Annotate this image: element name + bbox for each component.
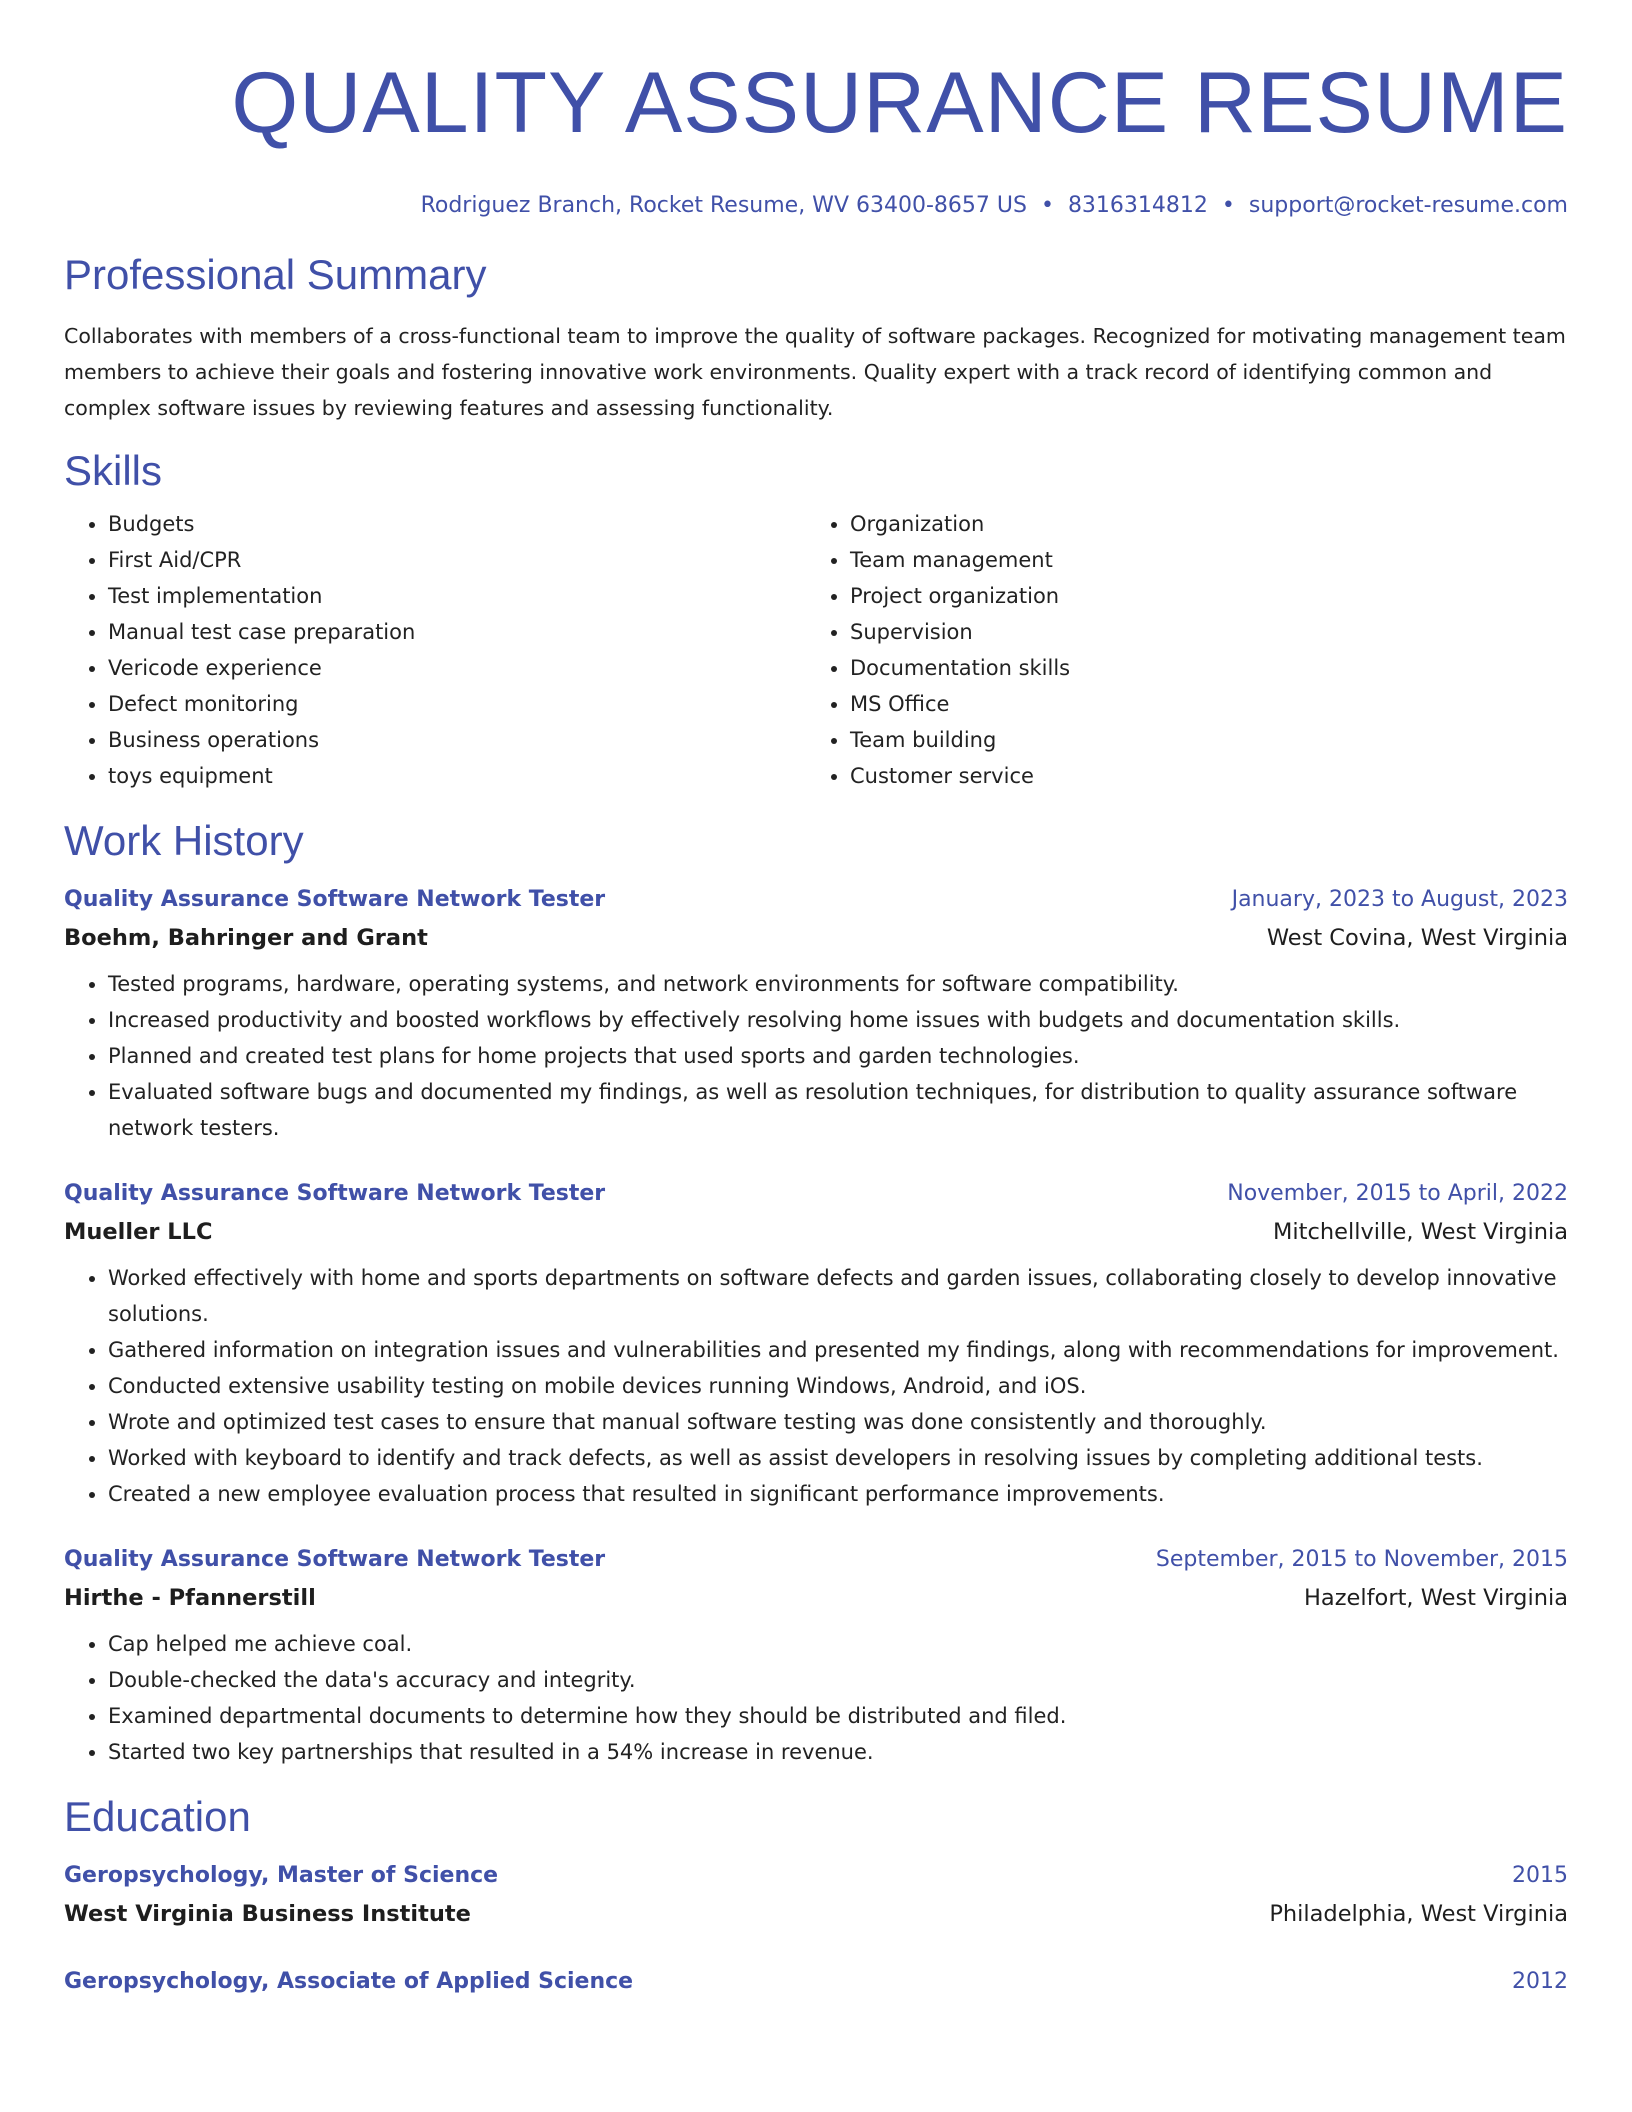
contact-email[interactable]: support@rocket-resume.com xyxy=(1248,193,1568,218)
job-company: Hirthe - Pfannerstill xyxy=(64,1585,316,1611)
skill-item: • Team building xyxy=(850,722,1548,758)
job-bullet: • Double-checked the data's accuracy and integrity. xyxy=(108,1662,1568,1698)
contact-phone[interactable]: 8316314812 xyxy=(1067,193,1208,218)
job-bullet: • Gathered information on integration issues and vulnerabilities and presented my findings, along with recommendations for improvement. xyxy=(108,1332,1568,1368)
job-bullet: • Worked effectively with home and sports departments on software defects and garden issues, collaborating closely to develop innovative solutions. xyxy=(108,1260,1568,1332)
skill-item: • First Aid/CPR xyxy=(108,542,806,578)
skill-item: • Defect monitoring xyxy=(108,686,806,722)
job-subheader xyxy=(64,918,1568,958)
job-bullet: • Increased productivity and boosted workflows by effectively resolving home issues with budgets and documentation skills. xyxy=(108,1002,1568,1038)
contact-separator: • xyxy=(1040,193,1054,218)
job-company: Mueller LLC xyxy=(64,1219,213,1245)
contact-separator: • xyxy=(1221,193,1235,218)
job-title: Quality Assurance Software Network Tester xyxy=(64,887,606,912)
education-heading: Education xyxy=(64,1793,251,1840)
work-heading: Work History xyxy=(64,817,304,864)
skill-item: • Budgets xyxy=(108,506,806,542)
job-bullet: • Tested programs, hardware, operating systems, and network environments for software compatibility. xyxy=(108,966,1568,1002)
job-dates: January, 2023 to August, 2023 xyxy=(1231,887,1568,912)
education-header xyxy=(64,1858,1568,1894)
summary-text: Collaborates with members of a cross-functional team to improve the quality of software packages. Recognized for motivating management team members to achieve their goals and fostering innovative work environments. Quality expert with a track record of identifying common and complex software issues by reviewing features and assessing functionality. xyxy=(64,324,1566,420)
education-degree: Geropsychology, Associate of Applied Science xyxy=(64,1969,634,1994)
job-bullet: • Cap helped me achieve coal. xyxy=(108,1626,1568,1662)
skill-item: • Vericode experience xyxy=(108,650,806,686)
job-dates: September, 2015 to November, 2015 xyxy=(1155,1547,1568,1572)
job-dates: November, 2015 to April, 2022 xyxy=(1227,1181,1568,1206)
skill-item: • Test implementation xyxy=(108,578,806,614)
job-bullet: • Created a new employee evaluation process that resulted in significant performance improvements. xyxy=(108,1476,1568,1512)
skills-list-left xyxy=(64,506,806,794)
job-bullet: • Worked with keyboard to identify and track defects, as well as assist developers in resolving issues by completing additional tests. xyxy=(108,1440,1568,1476)
resume-title: QUALITY ASSURANCE RESUME xyxy=(231,55,1568,151)
education-entry xyxy=(64,1858,1568,1934)
education-degree: Geropsychology, Master of Science xyxy=(64,1863,499,1888)
skill-item: • Manual test case preparation xyxy=(108,614,806,650)
job-header xyxy=(64,882,1568,918)
education-section xyxy=(64,1792,1568,2000)
job-bullet: • Wrote and optimized test cases to ensure that manual software testing was done consistently and thoroughly. xyxy=(108,1404,1568,1440)
job-location: Mitchellville, West Virginia xyxy=(1273,1219,1568,1245)
education-school: West Virginia Business Institute xyxy=(64,1901,471,1927)
skills-columns xyxy=(64,506,1568,794)
skill-item: • Organization xyxy=(850,506,1548,542)
job-subheader xyxy=(64,1212,1568,1252)
skill-item: • Supervision xyxy=(850,614,1548,650)
job-bullet: • Started two key partnerships that resulted in a 54% increase in revenue. xyxy=(108,1734,1568,1770)
job-bullet: • Examined departmental documents to determine how they should be distributed and filed. xyxy=(108,1698,1568,1734)
work-section xyxy=(64,816,1568,1770)
skill-item: • Business operations xyxy=(108,722,806,758)
skill-item: • Documentation skills xyxy=(850,650,1548,686)
job-header xyxy=(64,1176,1568,1212)
job-title: Quality Assurance Software Network Tester xyxy=(64,1181,606,1206)
skills-heading: Skills xyxy=(64,447,163,494)
resume-page xyxy=(64,48,1568,2000)
job-bullets xyxy=(64,1260,1568,1512)
education-year: 2015 xyxy=(1512,1863,1568,1888)
job-company: Boehm, Bahringer and Grant xyxy=(64,925,428,951)
job-entry xyxy=(64,1542,1568,1770)
education-location: Philadelphia, West Virginia xyxy=(1269,1901,1568,1927)
skill-item: • Team management xyxy=(850,542,1548,578)
job-bullets xyxy=(64,966,1568,1146)
summary-heading: Professional Summary xyxy=(64,251,487,298)
job-entry xyxy=(64,1176,1568,1512)
job-bullet: • Evaluated software bugs and documented my findings, as well as resolution techniques, for distribution to quality assurance software network testers. xyxy=(108,1074,1568,1146)
skill-item: • Project organization xyxy=(850,578,1548,614)
skills-list-right xyxy=(806,506,1548,794)
summary-section xyxy=(64,250,1568,426)
job-entry xyxy=(64,882,1568,1146)
contact-line xyxy=(64,190,1568,222)
education-year: 2012 xyxy=(1512,1969,1568,1994)
contact-address: Rodriguez Branch, Rocket Resume, WV 63400-8657 US xyxy=(420,193,1027,218)
education-entry xyxy=(64,1964,1568,2000)
education-header xyxy=(64,1964,1568,2000)
job-subheader xyxy=(64,1578,1568,1618)
job-bullet: • Planned and created test plans for home projects that used sports and garden technologies. xyxy=(108,1038,1568,1074)
skills-section xyxy=(64,446,1568,794)
job-bullet: • Conducted extensive usability testing on mobile devices running Windows, Android, and iOS. xyxy=(108,1368,1568,1404)
education-subheader xyxy=(64,1894,1568,1934)
job-title: Quality Assurance Software Network Tester xyxy=(64,1547,606,1572)
skill-item: • MS Office xyxy=(850,686,1548,722)
job-location: West Covina, West Virginia xyxy=(1266,925,1568,951)
job-bullets xyxy=(64,1626,1568,1770)
job-header xyxy=(64,1542,1568,1578)
job-location: Hazelfort, West Virginia xyxy=(1304,1585,1568,1611)
skill-item: • toys equipment xyxy=(108,758,806,794)
skill-item: • Customer service xyxy=(850,758,1548,794)
